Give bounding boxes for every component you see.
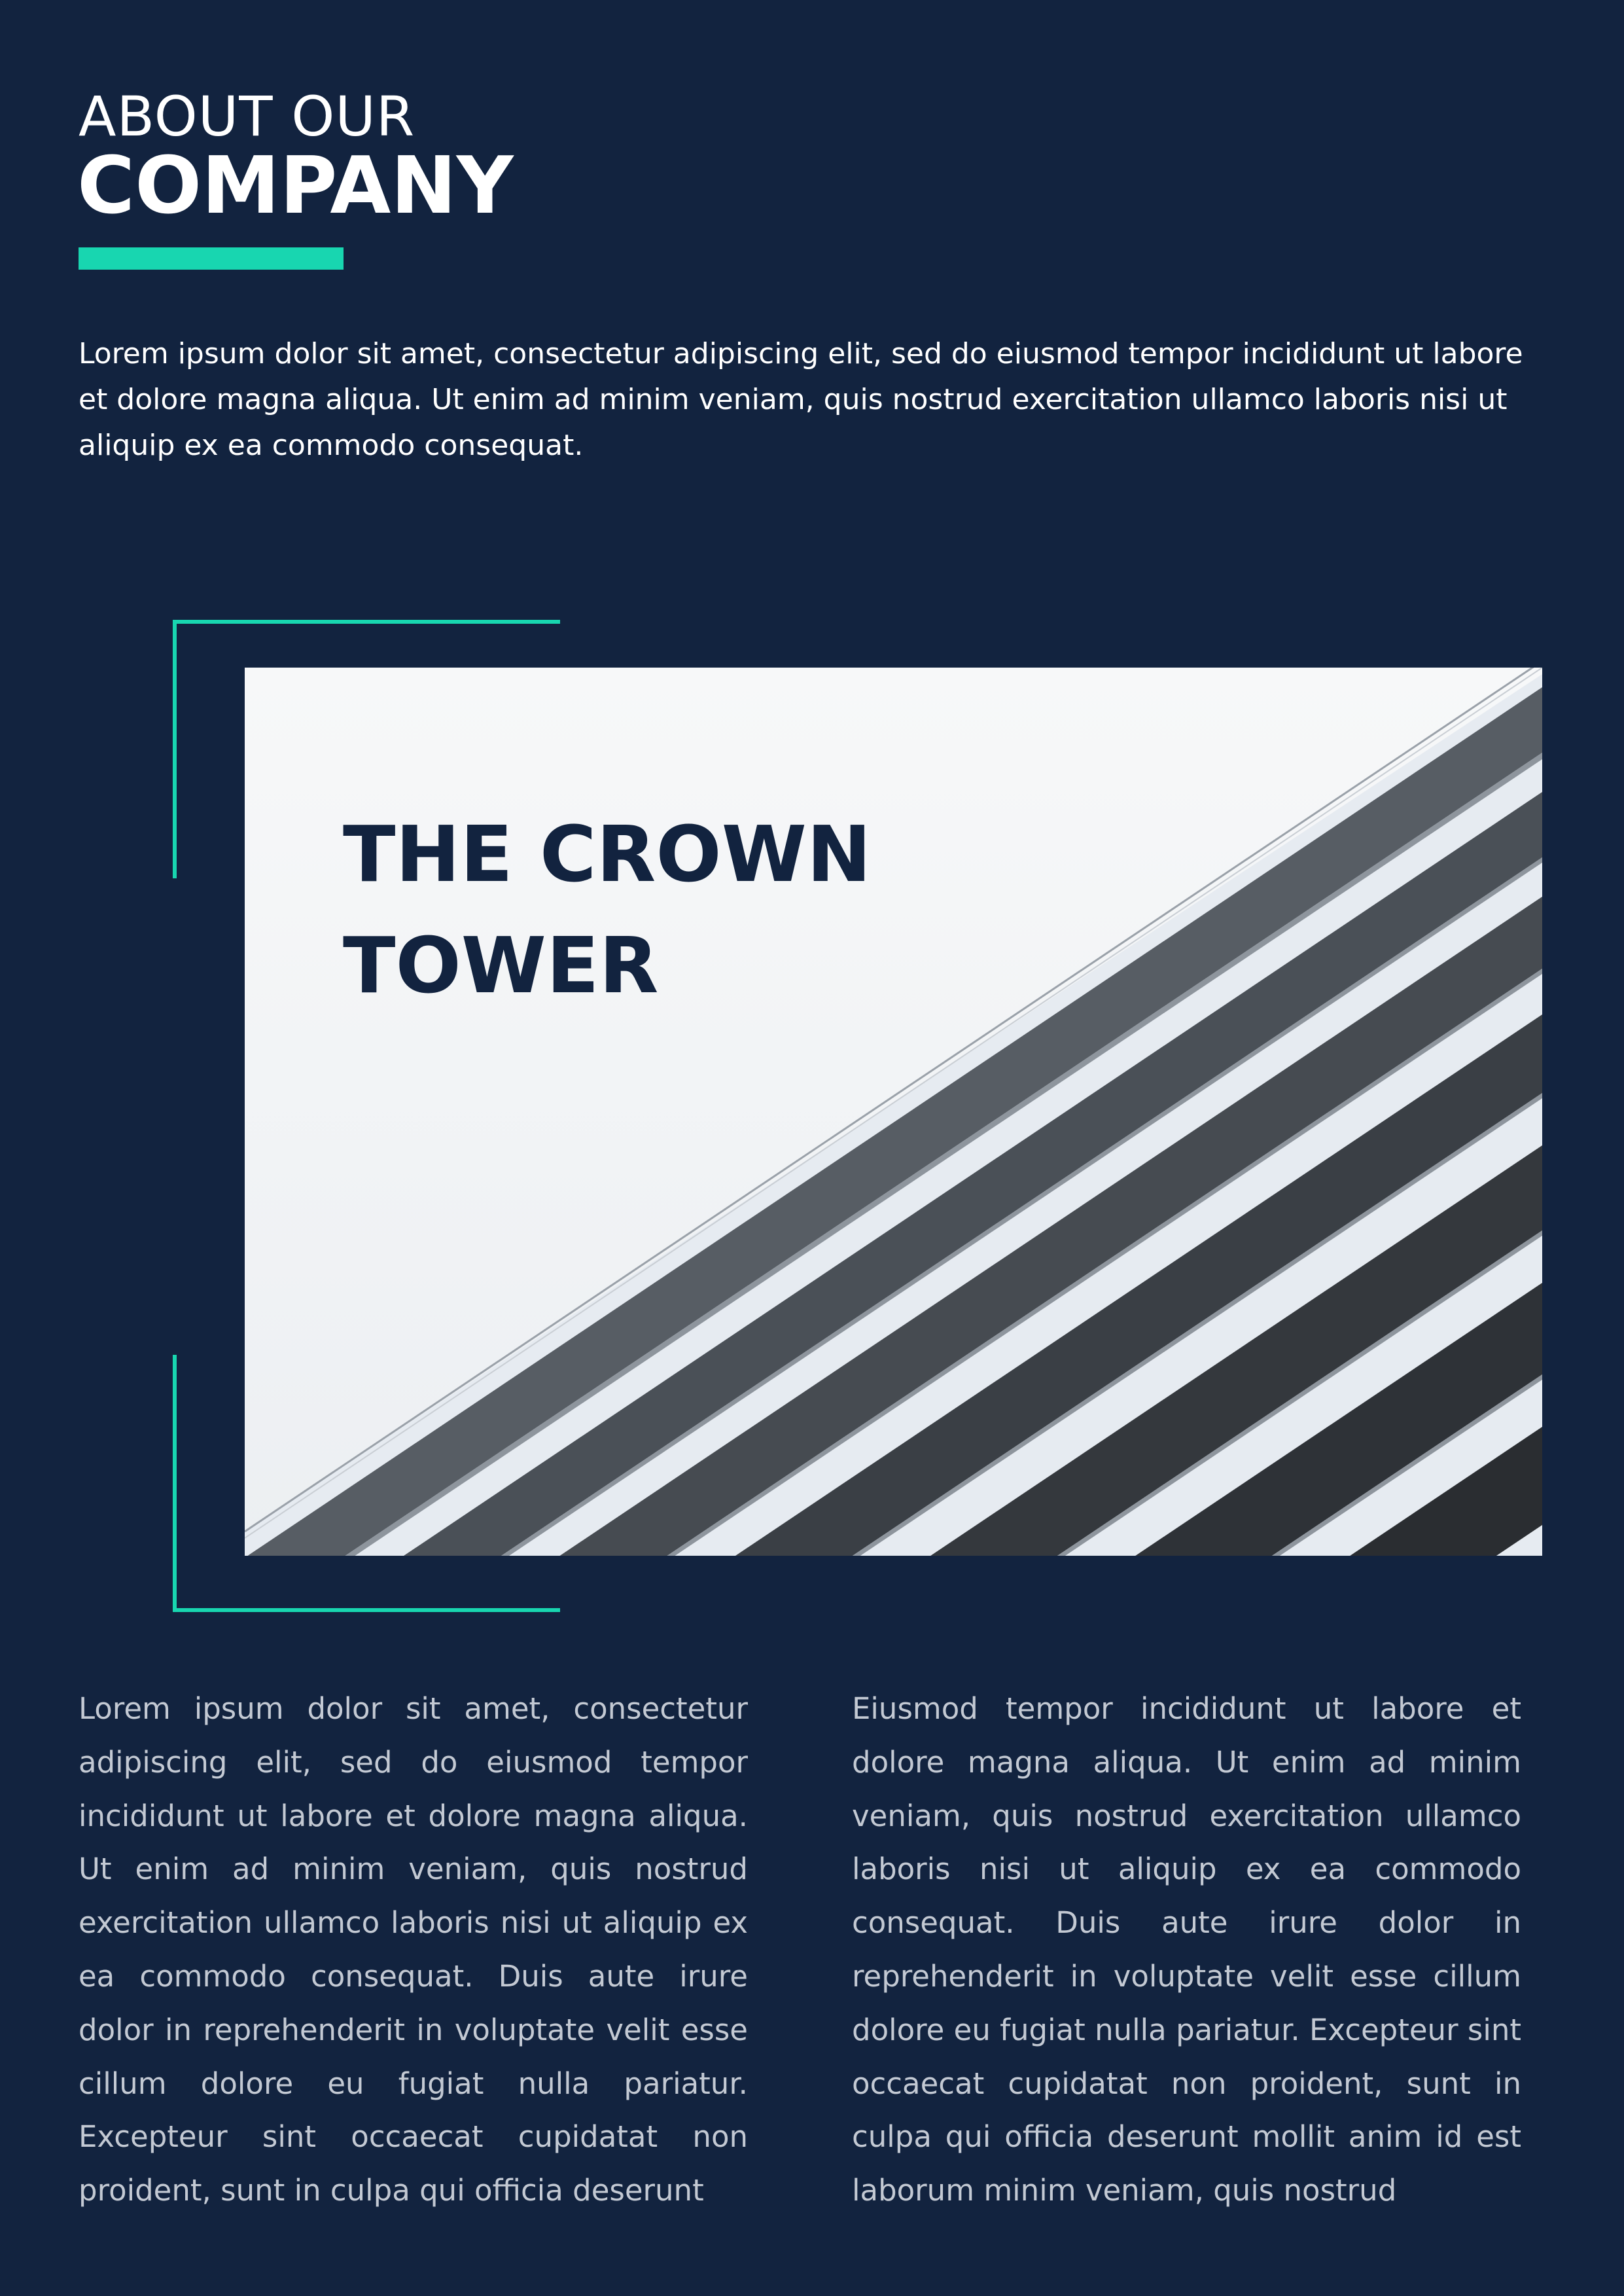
frame-bracket-top-horizontal — [173, 620, 560, 624]
accent-underline — [79, 247, 344, 270]
frame-bracket-bottom-horizontal — [173, 1608, 560, 1612]
intro-paragraph: Lorem ipsum dolor sit amet, consectetur adipiscing elit, sed do eiusmod tempor incididunt ut labore et dolore magna aliqua. Ut enim ad minim veniam, quis nostrud exercitation ullamco laboris nisi ut aliquip ex ea commodo consequat. — [79, 337, 1523, 462]
feature-title-line-1: THE CROWN — [343, 809, 872, 899]
feature-title-line-2: TOWER — [343, 920, 659, 1011]
frame-bracket-bottom-vertical — [173, 1355, 177, 1612]
body-column-left: Lorem ipsum dolor sit amet, consectetur adipiscing elit, sed do eiusmod tempor incididunt ut labore et dolore magna aliqua. Ut enim ad minim veniam, quis nostrud exercitation ullamco laboris nisi ut aliquip ex ea commodo consequat. Duis aute irure dolor in reprehenderit in voluptate velit esse cillum dolore eu fugiat nulla pariatur. Excepteur sint occaecat cupidatat non proident, sunt in culpa qui officia deserunt — [79, 1691, 748, 2208]
feature-title — [343, 798, 932, 1021]
heading-about-our: ABOUT OUR — [79, 84, 415, 149]
body-column-right: Eiusmod tempor incididunt ut labore et dolore magna aliqua. Ut enim ad minim veniam, quis nostrud exercitation ullamco laboris nisi ut aliquip ex ea commodo consequat. Duis aute irure dolor in reprehenderit in voluptate velit esse cillum dolore eu fugiat nulla pariatur. Excepteur sint occaecat cupidatat non proident, sunt in culpa qui officia deserunt mollit anim id est laborum minim veniam, quis nostrud — [852, 1691, 1521, 2208]
building-facade-photo — [245, 668, 1542, 1556]
frame-bracket-top-vertical — [173, 620, 177, 878]
heading-company: COMPANY — [77, 141, 514, 232]
